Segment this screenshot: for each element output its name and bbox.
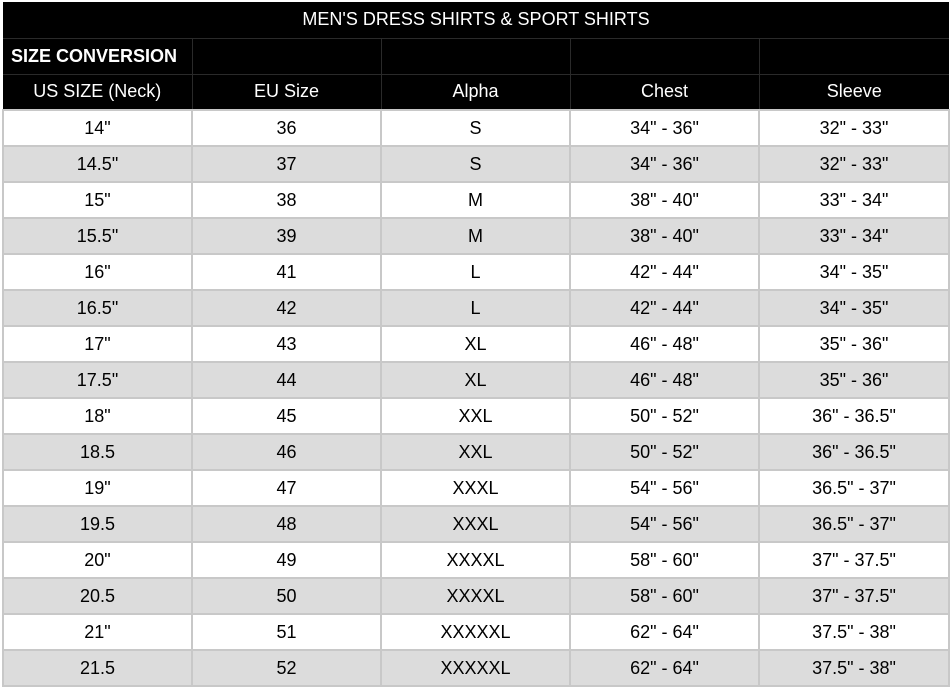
table-row bbox=[3, 542, 949, 578]
chest-cell: 50" - 52" bbox=[570, 434, 759, 470]
sleeve-cell: 34" - 35" bbox=[759, 290, 949, 326]
eu-size-cell: 42 bbox=[192, 290, 381, 326]
chest-cell: 58" - 60" bbox=[570, 578, 759, 614]
alpha-cell: XXXXL bbox=[381, 578, 570, 614]
us-size-cell: 16.5" bbox=[3, 290, 192, 326]
sleeve-cell: 35" - 36" bbox=[759, 326, 949, 362]
chest-cell: 34" - 36" bbox=[570, 146, 759, 182]
size-rows bbox=[3, 110, 949, 686]
sleeve-cell: 32" - 33" bbox=[759, 146, 949, 182]
table-row bbox=[3, 146, 949, 182]
alpha-cell: S bbox=[381, 146, 570, 182]
us-size-cell: 15.5" bbox=[3, 218, 192, 254]
eu-size-cell: 47 bbox=[192, 470, 381, 506]
chest-cell: 46" - 48" bbox=[570, 362, 759, 398]
table-row bbox=[3, 362, 949, 398]
eu-size-cell: 39 bbox=[192, 218, 381, 254]
sleeve-cell: 36" - 36.5" bbox=[759, 434, 949, 470]
section-spacer bbox=[381, 38, 570, 74]
chest-cell: 42" - 44" bbox=[570, 254, 759, 290]
chest-cell: 42" - 44" bbox=[570, 290, 759, 326]
us-size-cell: 16" bbox=[3, 254, 192, 290]
eu-size-cell: 41 bbox=[192, 254, 381, 290]
chest-cell: 54" - 56" bbox=[570, 506, 759, 542]
sleeve-cell: 36" - 36.5" bbox=[759, 398, 949, 434]
table-row bbox=[3, 218, 949, 254]
us-size-cell: 19.5 bbox=[3, 506, 192, 542]
eu-size-cell: 43 bbox=[192, 326, 381, 362]
table-row bbox=[3, 398, 949, 434]
alpha-cell: XXL bbox=[381, 398, 570, 434]
alpha-cell: M bbox=[381, 218, 570, 254]
sleeve-cell: 37.5" - 38" bbox=[759, 614, 949, 650]
table-title: MEN'S DRESS SHIRTS & SPORT SHIRTS bbox=[3, 2, 949, 38]
column-header-chest: Chest bbox=[570, 74, 759, 110]
table-row bbox=[3, 290, 949, 326]
chest-cell: 62" - 64" bbox=[570, 614, 759, 650]
us-size-cell: 18.5 bbox=[3, 434, 192, 470]
eu-size-cell: 37 bbox=[192, 146, 381, 182]
eu-size-cell: 36 bbox=[192, 110, 381, 146]
table-row bbox=[3, 182, 949, 218]
sleeve-cell: 37" - 37.5" bbox=[759, 578, 949, 614]
eu-size-cell: 51 bbox=[192, 614, 381, 650]
table-row bbox=[3, 326, 949, 362]
chest-cell: 58" - 60" bbox=[570, 542, 759, 578]
alpha-cell: M bbox=[381, 182, 570, 218]
table-row bbox=[3, 578, 949, 614]
section-spacer bbox=[192, 38, 381, 74]
chest-cell: 50" - 52" bbox=[570, 398, 759, 434]
chest-cell: 62" - 64" bbox=[570, 650, 759, 686]
eu-size-cell: 45 bbox=[192, 398, 381, 434]
table-row bbox=[3, 614, 949, 650]
us-size-cell: 18" bbox=[3, 398, 192, 434]
eu-size-cell: 44 bbox=[192, 362, 381, 398]
table-row bbox=[3, 434, 949, 470]
chest-cell: 54" - 56" bbox=[570, 470, 759, 506]
sleeve-cell: 36.5" - 37" bbox=[759, 506, 949, 542]
us-size-cell: 19" bbox=[3, 470, 192, 506]
us-size-cell: 14" bbox=[3, 110, 192, 146]
section-label: SIZE CONVERSION bbox=[3, 38, 192, 74]
alpha-cell: XXXL bbox=[381, 470, 570, 506]
alpha-cell: XXL bbox=[381, 434, 570, 470]
chest-cell: 34" - 36" bbox=[570, 110, 759, 146]
alpha-cell: XL bbox=[381, 326, 570, 362]
chest-cell: 46" - 48" bbox=[570, 326, 759, 362]
chest-cell: 38" - 40" bbox=[570, 182, 759, 218]
column-header-sleeve: Sleeve bbox=[759, 74, 949, 110]
table-row bbox=[3, 650, 949, 686]
eu-size-cell: 38 bbox=[192, 182, 381, 218]
section-spacer bbox=[759, 38, 949, 74]
alpha-cell: XXXXXL bbox=[381, 650, 570, 686]
alpha-cell: S bbox=[381, 110, 570, 146]
us-size-cell: 21" bbox=[3, 614, 192, 650]
alpha-cell: XXXL bbox=[381, 506, 570, 542]
us-size-cell: 20.5 bbox=[3, 578, 192, 614]
alpha-cell: XXXXXL bbox=[381, 614, 570, 650]
alpha-cell: XL bbox=[381, 362, 570, 398]
size-conversion-table bbox=[2, 2, 950, 687]
us-size-cell: 17" bbox=[3, 326, 192, 362]
sleeve-cell: 35" - 36" bbox=[759, 362, 949, 398]
eu-size-cell: 50 bbox=[192, 578, 381, 614]
section-spacer bbox=[570, 38, 759, 74]
table-row bbox=[3, 254, 949, 290]
eu-size-cell: 49 bbox=[192, 542, 381, 578]
alpha-cell: L bbox=[381, 290, 570, 326]
us-size-cell: 20" bbox=[3, 542, 192, 578]
column-header-us-size: US SIZE (Neck) bbox=[3, 74, 192, 110]
sleeve-cell: 32" - 33" bbox=[759, 110, 949, 146]
chest-cell: 38" - 40" bbox=[570, 218, 759, 254]
us-size-cell: 21.5 bbox=[3, 650, 192, 686]
sleeve-cell: 37" - 37.5" bbox=[759, 542, 949, 578]
alpha-cell: XXXXL bbox=[381, 542, 570, 578]
sleeve-cell: 34" - 35" bbox=[759, 254, 949, 290]
sleeve-cell: 37.5" - 38" bbox=[759, 650, 949, 686]
table-row bbox=[3, 506, 949, 542]
eu-size-cell: 52 bbox=[192, 650, 381, 686]
us-size-cell: 15" bbox=[3, 182, 192, 218]
sleeve-cell: 33" - 34" bbox=[759, 182, 949, 218]
table-row bbox=[3, 110, 949, 146]
table-row bbox=[3, 470, 949, 506]
eu-size-cell: 48 bbox=[192, 506, 381, 542]
us-size-cell: 17.5" bbox=[3, 362, 192, 398]
alpha-cell: L bbox=[381, 254, 570, 290]
sleeve-cell: 33" - 34" bbox=[759, 218, 949, 254]
column-header-alpha: Alpha bbox=[381, 74, 570, 110]
us-size-cell: 14.5" bbox=[3, 146, 192, 182]
column-header-eu-size: EU Size bbox=[192, 74, 381, 110]
eu-size-cell: 46 bbox=[192, 434, 381, 470]
sleeve-cell: 36.5" - 37" bbox=[759, 470, 949, 506]
